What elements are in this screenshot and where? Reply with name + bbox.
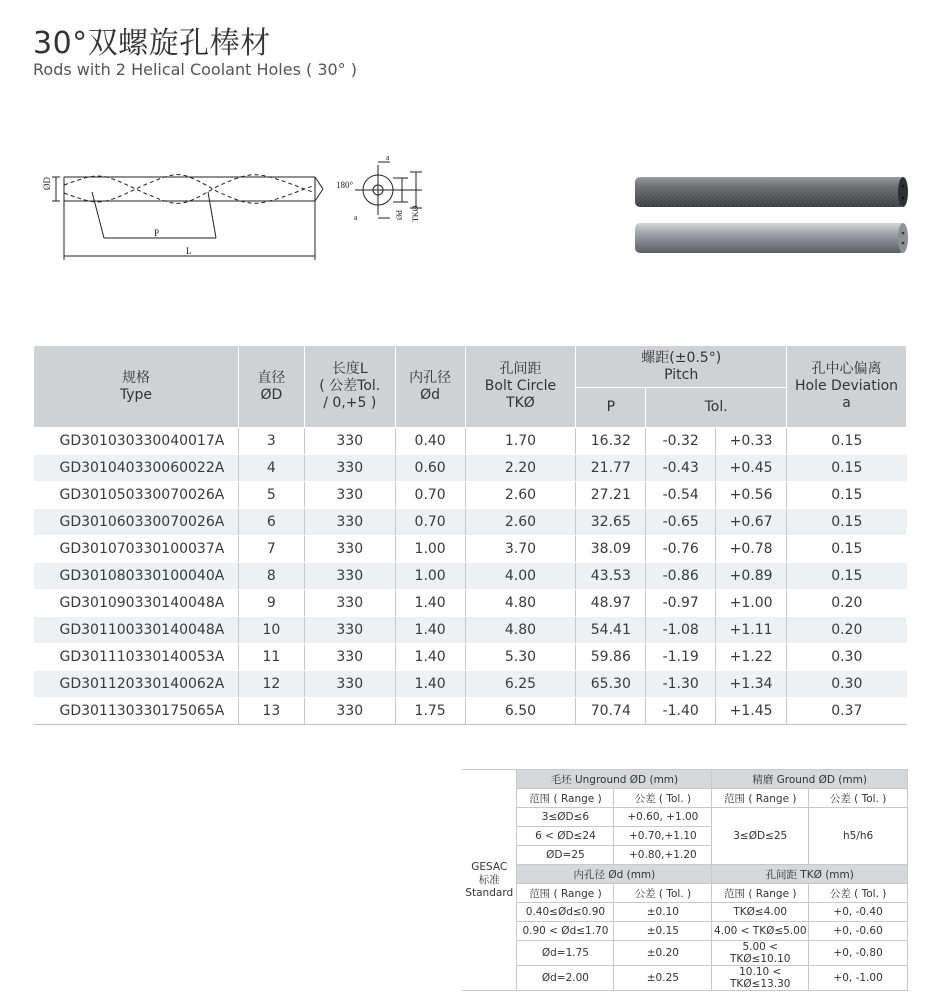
- cell-type: GD301030330040017A: [34, 428, 239, 455]
- cell-length: 330: [304, 536, 395, 563]
- cell-bolt-circle: 4.80: [465, 617, 576, 644]
- unground-tol: +0.60, +1.00: [614, 808, 712, 827]
- cell-tol-minus: -0.86: [646, 563, 716, 590]
- hole-range: Ød=1.75: [517, 941, 614, 966]
- cell-length: 330: [304, 671, 395, 698]
- bolt-range: 10.10 < TKØ≤13.30: [712, 966, 809, 991]
- deviation-label-top: a: [386, 153, 390, 162]
- cell-od: 5: [238, 482, 304, 509]
- cell-od: 4: [238, 455, 304, 482]
- unground-tol: +0.70,+1.10: [614, 827, 712, 846]
- cell-length: 330: [304, 563, 395, 590]
- cell-hole-diameter: 0.40: [395, 428, 465, 455]
- cell-pitch: 38.09: [576, 536, 646, 563]
- cell-tol-minus: -1.08: [646, 617, 716, 644]
- cell-bolt-circle: 2.60: [465, 482, 576, 509]
- cell-length: 330: [304, 590, 395, 617]
- length-label: L: [186, 246, 192, 256]
- hole-tol: ±0.15: [614, 922, 712, 941]
- od-label: ØD: [42, 177, 52, 190]
- hole-range: Ød=2.00: [517, 966, 614, 991]
- unground-tol: +0.80,+1.20: [614, 846, 712, 865]
- bolt-tol: +0, -0.80: [809, 941, 908, 966]
- cell-tol-minus: -1.30: [646, 671, 716, 698]
- cell-hole-diameter: 1.00: [395, 563, 465, 590]
- rod-product-image: [630, 170, 915, 260]
- bolt-tol: +0, -1.00: [809, 966, 908, 991]
- pitch-label: P: [154, 228, 160, 238]
- header-bolt-circle: 孔间距 Bolt Circle TKØ: [465, 346, 576, 428]
- cell-type: GD301080330100040A: [34, 563, 239, 590]
- bolt-range-label: 范围 ( Range ): [712, 884, 809, 903]
- cell-hole-diameter: 1.75: [395, 698, 465, 725]
- cell-length: 330: [304, 482, 395, 509]
- cell-bolt-circle: 2.20: [465, 455, 576, 482]
- table-row: [34, 698, 907, 725]
- cell-tol-minus: -0.76: [646, 536, 716, 563]
- cell-hole-diameter: 1.40: [395, 671, 465, 698]
- hole-range: 0.90 < Ød≤1.70: [517, 922, 614, 941]
- cell-pitch: 21.77: [576, 455, 646, 482]
- unground-range: 3≤ØD≤6: [517, 808, 614, 827]
- cell-tol-minus: -0.32: [646, 428, 716, 455]
- cell-hole-diameter: 0.60: [395, 455, 465, 482]
- cell-tol-minus: -0.54: [646, 482, 716, 509]
- cell-tol-plus: +1.45: [716, 698, 787, 725]
- cell-bolt-circle: 6.50: [465, 698, 576, 725]
- cell-type: GD301100330140048A: [34, 617, 239, 644]
- page-title: 30°双螺旋孔棒材: [33, 26, 271, 61]
- cell-pitch: 65.30: [576, 671, 646, 698]
- ground-range-label: 范围 ( Range ): [712, 789, 809, 808]
- cell-od: 12: [238, 671, 304, 698]
- cell-hole-diameter: 1.40: [395, 644, 465, 671]
- rough-rod: [635, 177, 908, 207]
- table-row: [34, 617, 907, 644]
- hole-tol: ±0.20: [614, 941, 712, 966]
- cell-od: 7: [238, 536, 304, 563]
- cell-tol-plus: +0.78: [716, 536, 787, 563]
- cell-deviation: 0.15: [787, 509, 907, 536]
- cell-length: 330: [304, 428, 395, 455]
- header-type: 规格 Type: [34, 346, 239, 428]
- cell-type: GD301090330140048A: [34, 590, 239, 617]
- cell-length: 330: [304, 698, 395, 725]
- cell-type: GD301110330140053A: [34, 644, 239, 671]
- cell-tol-minus: -1.40: [646, 698, 716, 725]
- cell-tol-minus: -0.65: [646, 509, 716, 536]
- cell-tol-minus: -1.19: [646, 644, 716, 671]
- hole-diameter-label: Ød: [395, 210, 404, 220]
- cell-tol-plus: +1.34: [716, 671, 787, 698]
- cell-bolt-circle: 3.70: [465, 536, 576, 563]
- cell-deviation: 0.15: [787, 536, 907, 563]
- bolt-circle-label: TKØ: [411, 205, 420, 222]
- bolt-range: 5.00 < TKØ≤10.10: [712, 941, 809, 966]
- cell-type: GD301050330070026A: [34, 482, 239, 509]
- hole-tol: ±0.25: [614, 966, 712, 991]
- bolt-tol: +0, -0.60: [809, 922, 908, 941]
- cell-pitch: 16.32: [576, 428, 646, 455]
- header-od: 直径 ØD: [238, 346, 304, 428]
- standard-label: GESAC 标准 Standard: [462, 770, 517, 991]
- cell-pitch: 54.41: [576, 617, 646, 644]
- cell-deviation: 0.30: [787, 644, 907, 671]
- cell-length: 330: [304, 644, 395, 671]
- unground-header: 毛坯 Unground ØD (mm): [517, 770, 712, 789]
- cell-tol-plus: +0.67: [716, 509, 787, 536]
- header-pitch-tol: Tol.: [646, 388, 787, 428]
- cell-tol-plus: +0.45: [716, 455, 787, 482]
- cell-pitch: 70.74: [576, 698, 646, 725]
- cell-od: 6: [238, 509, 304, 536]
- cell-bolt-circle: 4.00: [465, 563, 576, 590]
- spec-table: [33, 345, 907, 725]
- cell-tol-plus: +1.22: [716, 644, 787, 671]
- standard-table: [462, 769, 908, 991]
- unground-range: 6 < ØD≤24: [517, 827, 614, 846]
- cell-deviation: 0.30: [787, 671, 907, 698]
- cell-pitch: 43.53: [576, 563, 646, 590]
- cell-od: 3: [238, 428, 304, 455]
- table-row: [34, 671, 907, 698]
- rod-technical-drawing: [30, 150, 430, 270]
- ground-tol-label: 公差 ( Tol. ): [809, 789, 908, 808]
- ground-header: 精磨 Ground ØD (mm): [712, 770, 908, 789]
- header-pitch: 螺距(±0.5°) Pitch: [576, 346, 787, 388]
- cell-bolt-circle: 2.60: [465, 509, 576, 536]
- page-subtitle: Rods with 2 Helical Coolant Holes ( 30° ): [33, 60, 358, 79]
- cell-pitch: 32.65: [576, 509, 646, 536]
- unground-tol-label: 公差 ( Tol. ): [614, 789, 712, 808]
- table-row: [34, 644, 907, 671]
- cell-hole-diameter: 1.40: [395, 590, 465, 617]
- cell-od: 8: [238, 563, 304, 590]
- cell-od: 13: [238, 698, 304, 725]
- cell-deviation: 0.15: [787, 482, 907, 509]
- cell-tol-plus: +0.33: [716, 428, 787, 455]
- table-row: [34, 455, 907, 482]
- bolt-circle-header: 孔间距 TKØ (mm): [712, 865, 908, 884]
- angle-label: 180°: [336, 180, 354, 190]
- cell-tol-plus: +1.00: [716, 590, 787, 617]
- cell-hole-diameter: 0.70: [395, 482, 465, 509]
- cell-hole-diameter: 0.70: [395, 509, 465, 536]
- cell-od: 9: [238, 590, 304, 617]
- cell-length: 330: [304, 617, 395, 644]
- hole-tol-label: 公差 ( Tol. ): [614, 884, 712, 903]
- cell-deviation: 0.15: [787, 563, 907, 590]
- cell-bolt-circle: 6.25: [465, 671, 576, 698]
- cell-deviation: 0.15: [787, 428, 907, 455]
- cell-hole-diameter: 1.40: [395, 617, 465, 644]
- bolt-tol: +0, -0.40: [809, 903, 908, 922]
- table-row: [34, 590, 907, 617]
- cell-od: 10: [238, 617, 304, 644]
- cell-type: GD301040330060022A: [34, 455, 239, 482]
- cell-type: GD301120330140062A: [34, 671, 239, 698]
- cell-type: GD301060330070026A: [34, 509, 239, 536]
- cell-pitch: 59.86: [576, 644, 646, 671]
- hole-diameter-header: 内孔径 Ød (mm): [517, 865, 712, 884]
- cell-deviation: 0.20: [787, 617, 907, 644]
- cell-tol-minus: -0.43: [646, 455, 716, 482]
- deviation-label-bottom: a: [354, 213, 358, 222]
- cell-pitch: 48.97: [576, 590, 646, 617]
- cell-bolt-circle: 1.70: [465, 428, 576, 455]
- ground-range: 3≤ØD≤25: [712, 808, 809, 865]
- unground-range-label: 范围 ( Range ): [517, 789, 614, 808]
- cell-deviation: 0.37: [787, 698, 907, 725]
- cell-od: 11: [238, 644, 304, 671]
- header-length: 长度L ( 公差Tol. / 0,+5 ): [304, 346, 395, 428]
- ground-rod: [635, 223, 908, 253]
- cell-tol-minus: -0.97: [646, 590, 716, 617]
- cell-bolt-circle: 5.30: [465, 644, 576, 671]
- cell-hole-diameter: 1.00: [395, 536, 465, 563]
- table-row: [34, 509, 907, 536]
- hole-tol: ±0.10: [614, 903, 712, 922]
- cell-tol-plus: +1.11: [716, 617, 787, 644]
- cell-deviation: 0.20: [787, 590, 907, 617]
- cell-deviation: 0.15: [787, 455, 907, 482]
- cell-type: GD301130330175065A: [34, 698, 239, 725]
- header-hole-diameter: 内孔径 Ød: [395, 346, 465, 428]
- table-row: [34, 563, 907, 590]
- unground-range: ØD=25: [517, 846, 614, 865]
- bolt-tol-label: 公差 ( Tol. ): [809, 884, 908, 903]
- hole-range-label: 范围 ( Range ): [517, 884, 614, 903]
- header-hole-deviation: 孔中心偏离 Hole Deviation a: [787, 346, 907, 428]
- table-row: [34, 428, 907, 455]
- cell-pitch: 27.21: [576, 482, 646, 509]
- table-row: [34, 536, 907, 563]
- ground-tol: h5/h6: [809, 808, 908, 865]
- table-row: [34, 482, 907, 509]
- header-pitch-p: P: [576, 388, 646, 428]
- cell-length: 330: [304, 509, 395, 536]
- cell-length: 330: [304, 455, 395, 482]
- cell-tol-plus: +0.56: [716, 482, 787, 509]
- hole-range: 0.40≤Ød≤0.90: [517, 903, 614, 922]
- bolt-range: TKØ≤4.00: [712, 903, 809, 922]
- cell-bolt-circle: 4.80: [465, 590, 576, 617]
- cell-type: GD301070330100037A: [34, 536, 239, 563]
- bolt-range: 4.00 < TKØ≤5.00: [712, 922, 809, 941]
- cell-tol-plus: +0.89: [716, 563, 787, 590]
